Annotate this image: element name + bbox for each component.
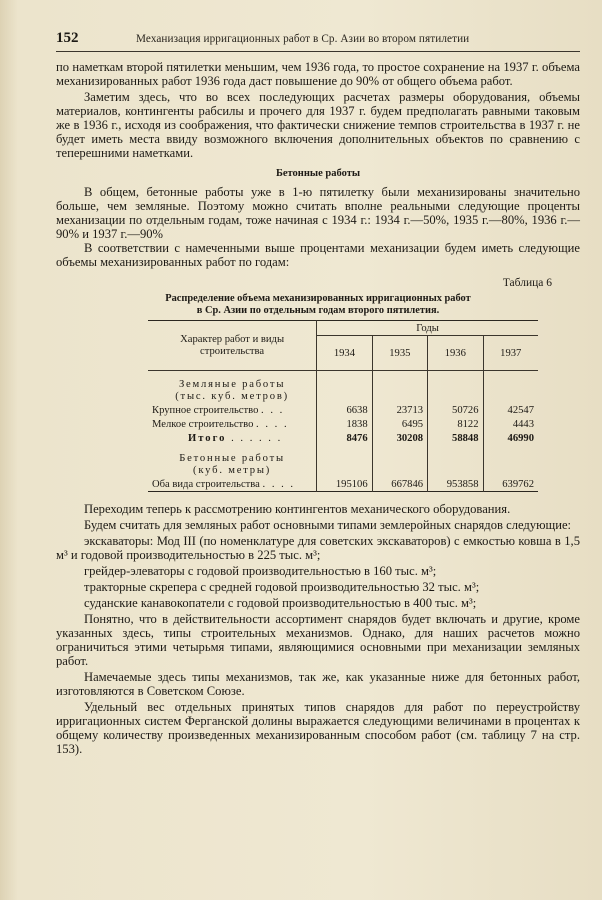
group-unit: (куб. метры) [193,465,272,476]
paragraph-8: Намечаемые здесь типы механизмов, так же, как указанные ниже для бетонных работ, изготовляются в Советском Союзе. [56,670,580,698]
table-caption-line-1: Распределение объема механизированных ирригационных работ [165,293,471,304]
paragraph-1: по наметкам второй пятилетки меньшим, чем 1936 года, то простое сохранение на 1937 г. объема механизированных работ 1936 года даст повышение до 90% от общего объема работ. [56,60,580,88]
table-cell: 667846 [372,477,427,492]
year-header: 1937 [483,336,538,371]
table-cell: 6638 [317,403,372,417]
table-cell: 30208 [372,431,427,445]
table-cell: 8122 [428,417,483,431]
paragraph-7: Понятно, что в действительности ассортимент снарядов будет включать и другие, кроме указанных здесь, типы строительных механизмов. Однако, для наших расчетов можно ограничиться этими четырьмя типами, являющимися основными при механизации земляных работ. [56,612,580,668]
page-number: 152 [56,30,79,46]
group-unit: (тыс. куб. метров) [175,391,289,402]
table-row: Оба вида строительства . . . . 195106 667846 953858 639762 [148,477,538,492]
group-row-earthworks [148,379,538,403]
table-row: Крупное строительство . . . 6638 23713 50726 42547 [148,403,538,417]
group-row-concrete [148,453,538,477]
table-cell: 8476 [317,431,372,445]
year-header: 1934 [317,336,372,371]
running-head [56,30,580,52]
table-row: Мелкое строительство . . . . 1838 6495 8122 4443 [148,417,538,431]
row-label: Мелкое строительство [152,418,254,430]
year-header: 1935 [372,336,427,371]
table-cell: 953858 [428,477,483,492]
table-cell: 23713 [372,403,427,417]
table-cell: 1838 [317,417,372,431]
row-label: Крупное строительство [152,404,259,416]
table-cell: 42547 [507,404,534,416]
table-row-total: Итого . . . . . . 8476 30208 58848 46990 [148,431,538,445]
list-item-grader-elevators: грейдер-элеваторы с годовой производительностью в 160 тыс. м³; [84,564,437,578]
table-label: Таблица 6 [502,277,552,289]
column-header-character: Характер работ и виды строительства [148,321,317,371]
table-cell: 58848 [428,431,483,445]
section-heading: Бетонные работы [275,168,361,179]
paragraph-9: Удельный вес отдельных принятых типов снарядов для работ по переустройству ирригационных систем Ферганской долины выражается следующими величинами в процентах к общему количеству произведенных механизированным способом работ (см. таблицу 7 на стр. 153). [56,700,580,756]
table-cell: 6495 [372,417,427,431]
table-cell: 46990 [507,432,534,444]
group-title: Земляные работы [178,379,286,390]
paragraph-3: В общем, бетонные работы уже в 1-ю пятилетку были механизированы значительно больше, чем земляные. Поэтому можно считать вполне реальными следующие проценты механизации по отдельным годам, тоже начиная с 1934 г.: 1934 г.—50%, 1935 г.—80%, 1936 г.—90% и 1937 г.—90% [56,185,580,241]
row-label: Итого [188,432,227,444]
paragraph-2: Заметим здесь, что во всех последующих расчетах размеры оборудования, объемы материалов, контингенты рабсилы и прочего для 1937 г. будем предполагать равными таковым же в 1936 г., исходя из соображения, что фактически снижение темпов строительства в 1937 г. не будет иметь места ввиду возможного включения дополнительных объектов по сравнению с теперешними наметками. [56,90,580,160]
table-caption-line-2: в Ср. Азии по отдельным годам второго пятилетия. [196,305,440,316]
group-title: Бетонные работы [179,453,285,464]
column-header-years: Годы [317,321,538,336]
list-item-excavators: экскаваторы: Мод III (по номенклатуре для советских экскаваторов) с емкостью ковша в 1,5 м³ и годовой производительностью в 225 тыс. м³; [56,534,580,562]
paragraph-5: Переходим теперь к рассмотрению контингентов механического оборудования. [84,502,511,516]
distribution-table [148,320,538,492]
table-cell: 50726 [428,403,483,417]
table-cell: 195106 [317,477,372,492]
year-header: 1936 [428,336,483,371]
table-cell: 4443 [512,418,534,430]
paragraph-6: Будем считать для земляных работ основными типами землеройных снарядов следующие: [84,518,572,532]
paragraph-4: В соответствии с намеченными выше процентами механизации будем иметь следующие объемы механизированных работ по годам: [56,241,580,269]
running-title: Механизация ирригационных работ в Ср. Азии во втором пятилетии [136,33,470,45]
table-cell: 639762 [502,478,534,490]
list-item-sudanese-ditchers: суданские канавокопатели с годовой производительностью в 400 тыс. м³; [84,596,477,610]
list-item-tractor-scrapers: тракторные скрепера с средней годовой производительностью 32 тыс. м³; [84,580,480,594]
table-caption [56,293,580,317]
row-label: Оба вида строительства [152,478,260,490]
